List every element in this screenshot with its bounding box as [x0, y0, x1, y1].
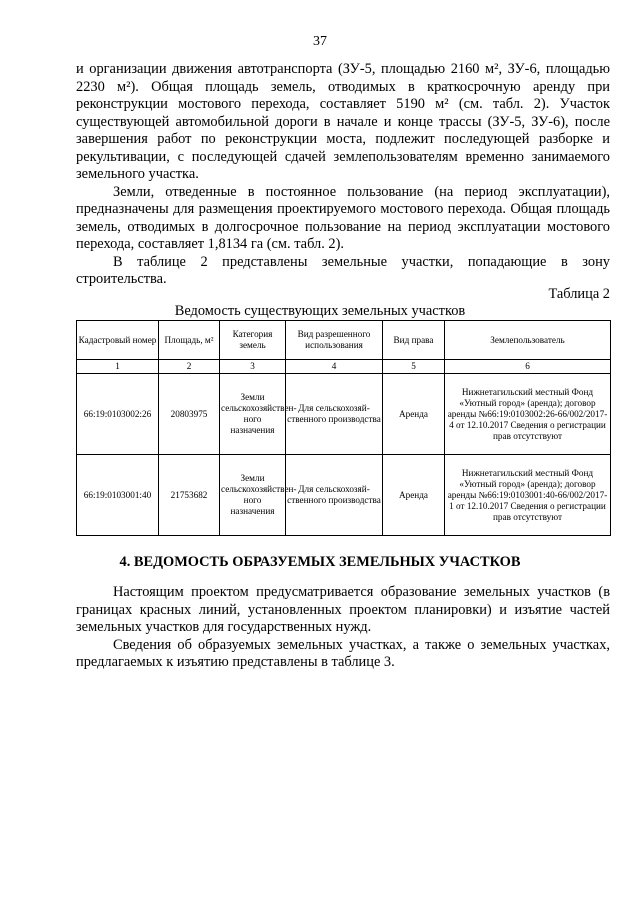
cell-right-type: Аренда	[383, 374, 445, 455]
intro-text	[76, 61, 610, 289]
header-land-user: Землепользователь	[445, 321, 611, 360]
table-row	[77, 374, 611, 455]
cell-right-type: Аренда	[383, 455, 445, 536]
intro-paragraph-2: Земли, отведенные в постоянное пользование (на период эксплуатации), предназначены для размещения проектируемого мостового перехода. Общая площадь земель, отводимых в долгосрочное пользование на период эксплуатации мостового перехода, составляет 1,8134 га (см. табл. 2).	[76, 183, 610, 252]
table-header-row	[77, 321, 611, 360]
cell-area: 20803975	[159, 374, 220, 455]
cell-cadastral-number: 66:19:0103002:26	[77, 374, 159, 455]
table-caption: Ведомость существующих земельных участков	[174, 303, 466, 319]
cell-land-category: Земли сельскохозяйствен-ного назначения	[220, 374, 286, 455]
column-number: 2	[159, 360, 220, 374]
table-row	[77, 455, 611, 536]
land-plots-table	[76, 320, 611, 536]
table-number: Таблица 2	[548, 286, 610, 302]
column-number: 5	[383, 360, 445, 374]
header-cadastral-number: Кадастровый номер	[77, 321, 159, 360]
cell-land-category: Земли сельскохозяйствен-ного назначения	[220, 455, 286, 536]
column-number: 1	[77, 360, 159, 374]
cell-area: 21753682	[159, 455, 220, 536]
intro-paragraph-3: В таблице 2 представлены земельные участки, попадающие в зону строительства.	[76, 253, 610, 287]
section-4-text	[76, 584, 610, 672]
header-permitted-use: Вид разрешенного использования	[286, 321, 383, 360]
cell-land-user: Нижнетагильский местный Фонд «Уютный город» (аренда); договор аренды №66:19:0103001:40-66/002/2017-1 от 12.10.2017 Сведения о регистрации прав отсутствуют	[445, 455, 611, 536]
intro-paragraph-1: и организации движения автотранспорта (ЗУ-5, площадью 2160 м², ЗУ-6, площадью 2230 м²). Общая площадь земель, отводимых в краткосрочную аренду при реконструкции мостового перехода, составляет 5190 м² (см. табл. 2). Участок существующей автомобильной дороги в начале и конце трассы (ЗУ-5, ЗУ-6), после завершения работ по реконструкции моста, подлежит последующей разборке и рекультивации, с последующей сдачей землепользователям временно занимаемого земельного участка.	[76, 61, 610, 182]
page-number: 37	[313, 34, 327, 49]
header-land-category: Категория земель	[220, 321, 286, 360]
section-4-paragraph-2: Сведения об образуемых земельных участках, а также о земельных участках, предлагаемых к изъятию представлены в таблице 3.	[76, 636, 610, 670]
header-area: Площадь, м²	[159, 321, 220, 360]
section-4-heading: 4. ВЕДОМОСТЬ ОБРАЗУЕМЫХ ЗЕМЕЛЬНЫХ УЧАСТКОВ	[119, 554, 521, 570]
cell-permitted-use: Для сельскохозяй-ственного производства	[286, 455, 383, 536]
column-number: 3	[220, 360, 286, 374]
cell-land-user: Нижнетагильский местный Фонд «Уютный город» (аренда); договор аренды №66:19:0103002:26-66/002/2017-4 от 12.10.2017 Сведения о регистрации прав отсутствуют	[445, 374, 611, 455]
table-column-numbers-row	[77, 360, 611, 374]
section-4-paragraph-1: Настоящим проектом предусматривается образование земельных участков (в границах красных линий, установленных проектом планировки) и изъятие частей земельных участков для государственных нужд.	[76, 584, 610, 635]
column-number: 6	[445, 360, 611, 374]
header-right-type: Вид права	[383, 321, 445, 360]
cell-cadastral-number: 66:19:0103001:40	[77, 455, 159, 536]
column-number: 4	[286, 360, 383, 374]
cell-permitted-use: Для сельскохозяй-ственного производства	[286, 374, 383, 455]
